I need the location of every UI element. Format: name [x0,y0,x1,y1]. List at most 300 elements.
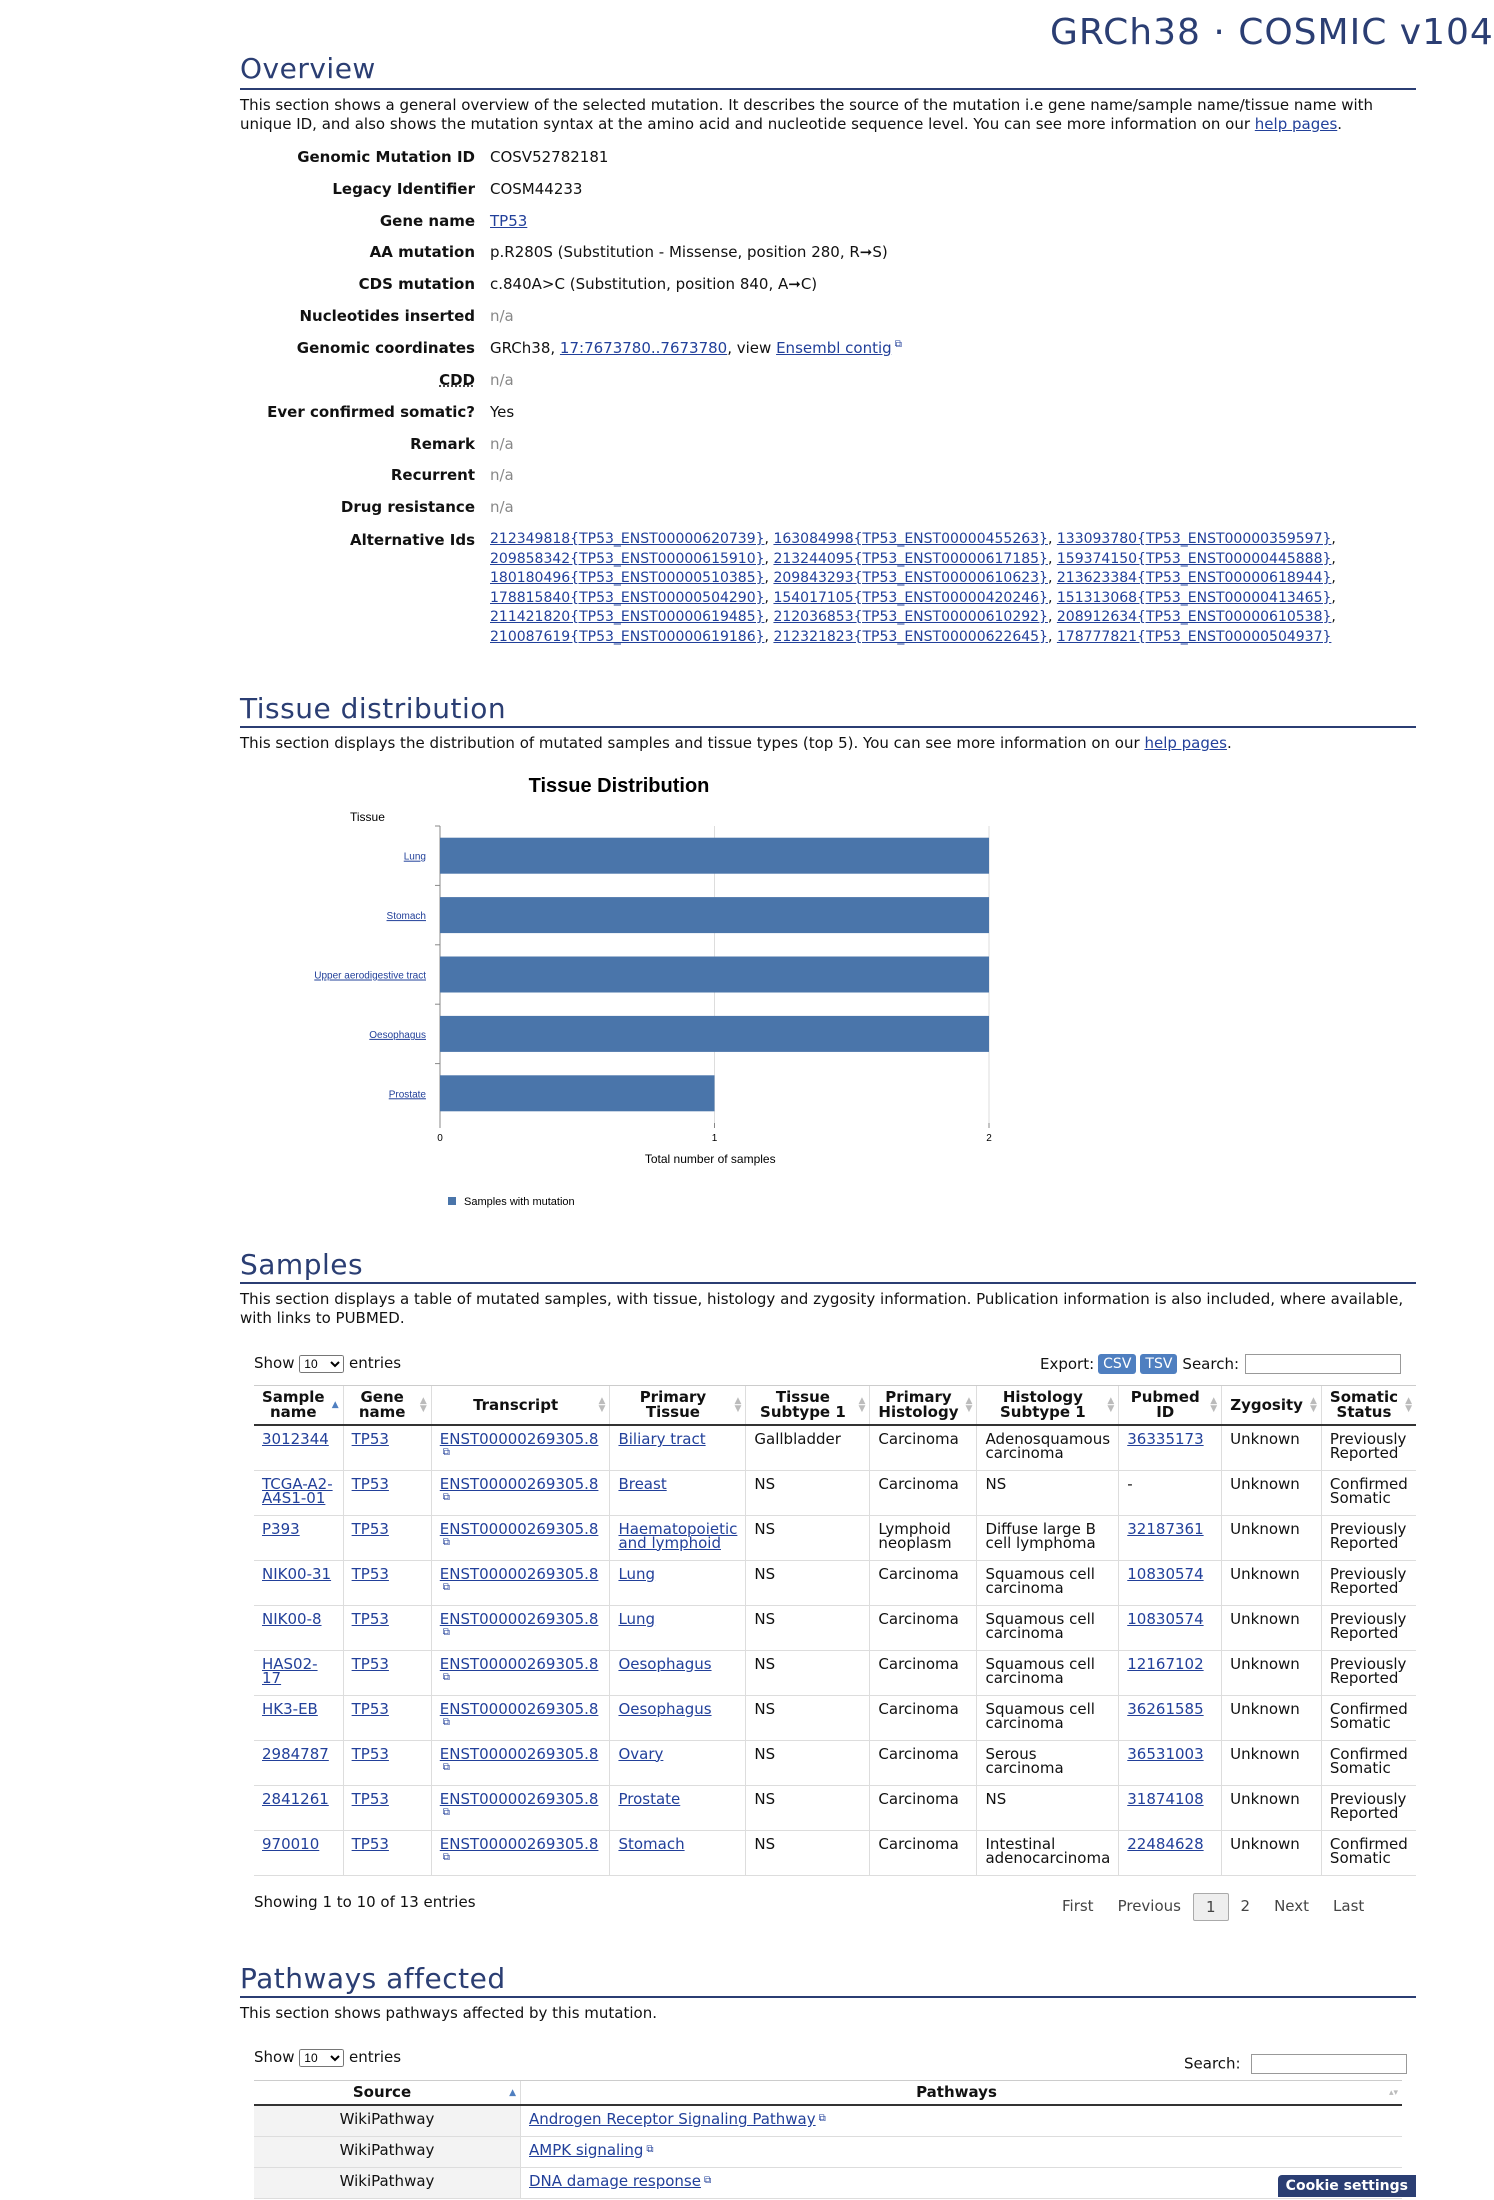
chart-category-label[interactable]: Prostate [388,1089,426,1101]
table-cell: Carcinoma [870,1650,977,1695]
table-cell: Previously Reported [1321,1425,1416,1470]
table-cell: NS [746,1695,870,1740]
table-cell: Confirmed Somatic [1321,1470,1416,1515]
table-cell [343,1425,431,1470]
table-cell [431,1740,610,1785]
table-cell: Unknown [1222,1425,1322,1470]
pathways-search-input[interactable] [1251,2054,1407,2074]
table-row [254,1425,1416,1470]
table-cell [343,1560,431,1605]
pathways-search-label: Search: [1184,2054,1241,2073]
table-cell: Previously Reported [1321,1785,1416,1830]
tissue-intro-text: This section displays the distribution of mutated samples and tissue types (top 5). You can see more information on our [240,734,1140,752]
label-cdd: CDD [439,371,475,389]
samples-col-header[interactable] [870,1386,977,1426]
alternative-ids-list: 212349818{TP53_ENST00000620739}, 163084998{TP53_ENST00000455263}, 133093780{TP53_ENST00000359597}, 209858342{TP53_ENST00000615910}, 213244095{TP53_ENST00000617185}, 159374150{TP53_ENST00000445888}, 180180496{TP53_ENST00000510385}, 209843293{TP53_ENST00000610623}, 213623384{TP53_ENST00000618944}, 178815840{TP53_ENST00000504290}, 154017105{TP53_ENST00000420246}, 151313068{TP53_ENST00000413465}, 211421820{TP53_ENST00000619485}, 212036853{TP53_ENST00000610292}, 208912634{TP53_ENST00000610538}, 210087619{TP53_ENST00000619186}, 212321823{TP53_ENST00000622645}, 178777821{TP53_ENST00000504937} [490,531,1336,645]
samples-col-label: Primary Tissue [639,1388,707,1421]
pathway-link[interactable]: AMPK signaling ⧉ [529,2141,654,2159]
alternative-id-link[interactable]: 211421820{TP53_ENST00000619485} [490,609,765,625]
pathways-table [254,2080,1402,2199]
table-cell: Previously Reported [1321,1605,1416,1650]
table-cell [254,1740,343,1785]
samples-col-header[interactable] [254,1386,343,1426]
value-cdd: n/a [490,371,514,389]
table-cell [431,1605,610,1650]
cell-link[interactable]: TP53 [351,1430,389,1448]
label-cds_mutation: CDS mutation [358,275,475,293]
pathways-rule [240,1996,1416,1998]
pathway-link[interactable]: Androgen Receptor Signaling Pathway ⧉ [529,2110,826,2128]
chart-title: Tissue Distribution [528,775,710,797]
table-cell: Unknown [1222,1560,1322,1605]
overview-intro-text: This section shows a general overview of the selected mutation. It describes the source of the mutation i.e gene name/sample name/tissue name with unique ID, and also shows the mutation syntax at the amino acid and nucleotide sequence level. You can see more information on our [240,96,1374,133]
alternative-id-link[interactable]: 154017105{TP53_ENST00000420246} [773,589,1048,606]
alternative-id-link[interactable]: 209858342{TP53_ENST00000615910} [490,550,765,567]
samples-col-header[interactable] [1119,1386,1222,1426]
alternative-id-link[interactable]: 163084998{TP53_ENST00000455263} [773,531,1048,547]
table-row [254,1470,1416,1515]
cell-link[interactable]: Breast [618,1474,667,1493]
cell-link[interactable]: TP53 [351,1474,389,1493]
sort-icon: ▲ ▼ [598,1396,606,1414]
table-cell [343,1695,431,1740]
samples-entries-select[interactable] [299,1355,344,1373]
table-cell [254,1650,343,1695]
page-button[interactable]: Next [1274,1897,1310,1915]
table-cell [431,1650,610,1695]
pathway-row [254,2136,1402,2167]
alternative-id-link[interactable]: 209843293{TP53_ENST00000610623} [773,570,1048,586]
table-cell [610,1470,746,1515]
alternative-id-link[interactable]: 159374150{TP53_ENST00000445888} [1056,550,1332,567]
table-cell: NS [977,1785,1119,1830]
cell-link[interactable]: 10830574 [1127,1564,1204,1583]
value-cds_mutation: c.840A>C (Substitution, position 840, A➞C) [490,275,818,293]
table-cell: Carcinoma [870,1740,977,1785]
pathway-link[interactable]: DNA damage response ⧉ [529,2172,711,2190]
table-cell: Adenosquamous carcinoma [977,1425,1119,1470]
samples-length-control [254,1354,401,1373]
pathway-cell [521,2167,1403,2198]
chart-bar[interactable] [440,1075,715,1111]
samples-search-input[interactable] [1245,1354,1401,1374]
chart-bar[interactable] [440,897,989,933]
transcript-link[interactable]: ENST00000269305.8 ⧉ [440,1655,599,1687]
table-cell: Lymphoid neoplasm [870,1515,977,1560]
table-cell: Carcinoma [870,1785,977,1830]
cell-link[interactable]: 3012344 [262,1430,329,1448]
sort-icon: ▲ ▼ [858,1396,866,1414]
coords-link[interactable]: 17:7673780..7673780 [559,339,728,357]
table-cell: Unknown [1222,1740,1322,1785]
chart-category-label[interactable]: Upper aerodigestive tract [314,970,426,982]
table-cell: Unknown [1222,1605,1322,1650]
table-cell [431,1470,610,1515]
tissue-title: Tissue distribution [240,692,507,725]
cell-link[interactable]: Lung [618,1609,656,1628]
table-row [254,1785,1416,1830]
value-genomic_id: COSV52782181 [490,148,609,166]
ensembl-contig-link[interactable]: Ensembl contig ⧉ [776,339,902,357]
table-cell: NS [746,1740,870,1785]
label-nuc_inserted: Nucleotides inserted [299,307,475,325]
cell-link[interactable]: Haematopoietic and lymphoid [618,1519,738,1552]
cell-link[interactable]: TP53 [351,1519,389,1538]
pathway-source: WikiPathway [254,2167,521,2198]
tissue-intro: This section displays the distribution of mutated samples and tissue types (top 5). You can see more information on our help pages. [240,734,1232,752]
label-drug_resistance: Drug resistance [340,498,475,516]
sort-asc-icon: ▲ [331,1400,339,1410]
pathways-entries-select[interactable] [299,2049,344,2067]
cell-link[interactable]: HAS02-17 [262,1654,318,1687]
samples-col-header[interactable] [977,1386,1119,1426]
alternative-id-link[interactable]: 178777821{TP53_ENST00000504937} [1056,628,1332,645]
samples-col-header[interactable] [610,1386,746,1426]
table-row [254,1830,1416,1875]
cell-link[interactable]: 12167102 [1127,1654,1204,1673]
value-confirmed: Yes [490,403,515,421]
cell-link[interactable]: 22484628 [1127,1834,1204,1853]
cell-link[interactable]: TP53 [351,1744,389,1763]
table-cell [254,1785,343,1830]
gene-name-link[interactable]: TP53 [490,212,528,230]
transcript-link[interactable]: ENST00000269305.8 ⧉ [440,1565,599,1597]
table-cell: NS [746,1650,870,1695]
table-cell: Squamous cell carcinoma [977,1650,1119,1695]
pathways-search [1184,2054,1407,2074]
samples-intro: This section displays a table of mutated samples, with tissue, histology and zygosity information. Publication information is also included, where available, with links to PUBMED. [240,1290,1404,1327]
transcript-link[interactable]: ENST00000269305.8 ⧉ [440,1610,599,1642]
table-row [254,1560,1416,1605]
samples-col-label: Tissue Subtype 1 [760,1388,846,1421]
table-cell [343,1785,431,1830]
samples-col-label: Sample name [262,1388,325,1421]
table-cell [1119,1515,1222,1560]
alternative-id-link[interactable]: 212321823{TP53_ENST00000622645} [773,628,1048,645]
table-cell [1119,1740,1222,1785]
table-row [254,1740,1416,1785]
pathway-cell [521,2136,1403,2167]
samples-table [254,1385,1416,1876]
pathways-col-label: Pathways [916,2083,997,2101]
cell-link[interactable]: TP53 [351,1834,389,1853]
alternative-id-link[interactable]: 208912634{TP53_ENST00000610538} [1056,609,1332,625]
tsv-button[interactable]: TSV [1140,1354,1177,1374]
samples-col-header[interactable] [746,1386,870,1426]
cell-link[interactable]: 10830574 [1127,1609,1204,1628]
value-genomic_coords [490,339,902,357]
cell-link[interactable]: Stomach [618,1834,685,1853]
chart-y-label: Tissue [350,810,385,824]
pathways-show-label: Show [254,2048,295,2066]
cell-link[interactable]: Lung [618,1564,656,1583]
cell-link[interactable]: P393 [262,1519,300,1538]
cell-link[interactable]: Prostate [618,1789,681,1808]
table-cell [610,1785,746,1830]
alternative-id-link[interactable]: 210087619{TP53_ENST00000619186} [490,628,765,645]
cell-link[interactable]: HK3-EB [262,1699,318,1718]
sort-icon: ▲ ▼ [1210,1396,1218,1414]
cell-link[interactable]: NIK00-31 [262,1564,332,1583]
cell-link[interactable]: 36531003 [1127,1744,1204,1763]
table-cell [1119,1605,1222,1650]
samples-pagination [1050,1893,1376,1921]
samples-title: Samples [240,1248,364,1281]
table-cell: Unknown [1222,1695,1322,1740]
table-cell [431,1830,610,1875]
sort-icon: ▲ ▼ [965,1396,973,1414]
cell-link[interactable]: 31874108 [1127,1789,1204,1808]
cell-link[interactable]: 2984787 [262,1744,329,1763]
table-row [254,1695,1416,1740]
sort-asc-icon: ▲ [509,2087,516,2098]
entries-label: entries [349,1354,402,1372]
overview-title: Overview [240,52,376,85]
cell-link[interactable]: 32187361 [1127,1519,1204,1538]
label-alt_ids: Alternative Ids [349,531,475,549]
alternative-id-link[interactable]: 212349818{TP53_ENST00000620739} [490,531,765,547]
build-version: GRCh38 · COSMIC v104 [1050,12,1494,53]
table-cell: NS [746,1515,870,1560]
table-cell: Carcinoma [870,1695,977,1740]
samples-col-label: Histology Subtype 1 [999,1388,1086,1421]
table-cell [254,1560,343,1605]
cell-link[interactable]: TP53 [351,1699,389,1718]
table-cell [343,1740,431,1785]
table-cell: Unknown [1222,1785,1322,1830]
table-cell: NS [746,1605,870,1650]
pathway-row [254,2105,1402,2136]
cell-link[interactable]: TP53 [351,1789,389,1808]
cell-link[interactable]: 2841261 [262,1789,329,1808]
alternative-id-link[interactable]: 213244095{TP53_ENST00000617185} [773,550,1048,567]
table-cell [254,1695,343,1740]
table-cell: Confirmed Somatic [1321,1830,1416,1875]
table-cell [610,1560,746,1605]
table-cell: Carcinoma [870,1605,977,1650]
table-row [254,1605,1416,1650]
pathway-cell [521,2105,1403,2136]
alternative-id-link[interactable]: 133093780{TP53_ENST00000359597} [1056,531,1332,547]
table-cell [343,1515,431,1560]
cell-link[interactable]: 970010 [262,1834,320,1853]
table-cell [610,1695,746,1740]
cell-link[interactable]: 36335173 [1127,1430,1204,1448]
page-button[interactable]: 1 [1193,1893,1229,1921]
table-cell: NS [977,1470,1119,1515]
samples-export-search [1040,1354,1401,1374]
transcript-link[interactable]: ENST00000269305.8 ⧉ [440,1700,599,1732]
legend-swatch [448,1197,456,1205]
view-text: , view [727,339,772,357]
table-cell [343,1470,431,1515]
page-button[interactable]: 2 [1240,1897,1251,1915]
samples-col-header[interactable] [343,1386,431,1426]
cell-link[interactable]: NIK00-8 [262,1609,322,1628]
table-cell [1119,1425,1222,1470]
value-legacy_id: COSM44233 [490,180,583,198]
overview-rule [240,88,1416,90]
sort-icon: ▴▾ [1388,2087,1398,2098]
table-cell: Carcinoma [870,1560,977,1605]
table-cell [343,1650,431,1695]
overview-intro: This section shows a general overview of the selected mutation. It describes the source of the mutation i.e gene name/sample name/tissue name with unique ID, and also shows the mutation syntax at the amino acid and nucleotide sequence level. You can see more information on our help pages. [240,96,1374,133]
export-label: Export: [1040,1355,1095,1373]
page-button[interactable]: Last [1333,1897,1365,1915]
transcript-link[interactable]: ENST00000269305.8 ⧉ [440,1520,599,1552]
cell-link[interactable]: 36261585 [1127,1699,1204,1718]
chart-x-tick-label: 1 [711,1133,718,1144]
cell-link[interactable]: TCGA-A2-A4S1-01 [262,1474,333,1507]
samples-col-label: Somatic Status [1329,1388,1398,1421]
table-cell: Squamous cell carcinoma [977,1695,1119,1740]
cell-link[interactable]: TP53 [351,1564,389,1583]
alternative-id-link[interactable]: 213623384{TP53_ENST00000618944} [1056,570,1332,586]
label-genomic_coords: Genomic coordinates [296,339,475,357]
table-cell [254,1515,343,1560]
sort-icon: ▲ ▼ [1107,1396,1115,1414]
chart-x-tick-label: 2 [986,1133,992,1144]
table-cell: Confirmed Somatic [1321,1740,1416,1785]
table-row [254,1650,1416,1695]
pathway-row [254,2167,1402,2198]
samples-rule [240,1282,1416,1284]
samples-info: Showing 1 to 10 of 13 entries [254,1893,476,1911]
pathways-intro: This section shows pathways affected by this mutation. [240,2004,657,2022]
transcript-link[interactable]: ENST00000269305.8 ⧉ [440,1790,599,1822]
overview-help-link[interactable]: help pages [1254,115,1338,133]
coords-prefix: GRCh38, [490,339,556,357]
chart-bar[interactable] [440,838,989,874]
table-cell: NS [746,1785,870,1830]
table-cell [610,1515,746,1560]
samples-col-label: Gene name [358,1388,406,1421]
table-cell [1119,1830,1222,1875]
value-aa_mutation: p.R280S (Substitution - Missense, position 280, R➞S) [490,243,888,261]
samples-col-label: Pubmed ID [1130,1388,1200,1421]
cell-link[interactable]: TP53 [351,1654,389,1673]
table-cell: Previously Reported [1321,1650,1416,1695]
table-cell [254,1605,343,1650]
transcript-link[interactable]: ENST00000269305.8 ⧉ [440,1835,599,1867]
search-label: Search: [1182,1355,1240,1373]
legend-label: Samples with mutation [464,1196,575,1208]
chart-category-label[interactable]: Lung [403,851,426,863]
alternative-id-link[interactable]: 212036853{TP53_ENST00000610292} [773,609,1048,625]
label-confirmed: Ever confirmed somatic? [267,403,475,421]
chart-category-label[interactable]: Stomach [386,911,426,923]
table-cell: Carcinoma [870,1470,977,1515]
table-cell [610,1740,746,1785]
sort-icon: ▲ ▼ [1405,1396,1412,1414]
value-gene_name [490,212,527,230]
pathways-col-header[interactable] [254,2081,521,2106]
table-cell: Squamous cell carcinoma [977,1605,1119,1650]
table-cell [610,1605,746,1650]
table-cell [1119,1785,1222,1830]
page-button[interactable]: First [1062,1897,1094,1915]
table-cell: Unknown [1222,1830,1322,1875]
transcript-link[interactable]: ENST00000269305.8 ⧉ [440,1475,599,1507]
pathway-source: WikiPathway [254,2105,521,2136]
table-cell: NS [746,1560,870,1605]
table-cell: NS [746,1470,870,1515]
table-cell: Carcinoma [870,1425,977,1470]
transcript-link[interactable]: ENST00000269305.8 ⧉ [440,1430,599,1462]
label-genomic_id: Genomic Mutation ID [297,148,475,166]
samples-col-label: Transcript [473,1395,559,1414]
sort-icon: ▲ ▼ [1310,1396,1317,1414]
table-cell: Unknown [1222,1650,1322,1695]
chart-bar[interactable] [440,957,989,993]
table-cell [343,1605,431,1650]
table-cell [254,1470,343,1515]
samples-col-header[interactable] [1222,1386,1322,1426]
value-remark: n/a [490,435,514,453]
csv-button[interactable]: CSV [1098,1354,1136,1374]
cell-link[interactable]: Oesophagus [618,1654,712,1673]
cell-link[interactable]: Biliary tract [618,1430,706,1448]
tissue-chart-svg [260,760,1020,1220]
table-cell [1119,1695,1222,1740]
table-cell [254,1830,343,1875]
table-cell: Squamous cell carcinoma [977,1560,1119,1605]
table-cell [431,1515,610,1560]
pathways-length-control [254,2048,401,2067]
chart-bar[interactable] [440,1016,989,1052]
sort-icon: ▲ ▼ [734,1396,742,1414]
table-cell: Gallbladder [746,1425,870,1470]
table-cell [1119,1650,1222,1695]
tissue-help-link[interactable]: help pages [1144,734,1227,752]
value-recurrent: n/a [490,466,514,484]
alternative-id-link[interactable]: 151313068{TP53_ENST00000413465} [1056,589,1332,606]
tissue-chart [260,760,1020,1220]
transcript-link[interactable]: ENST00000269305.8 ⧉ [440,1745,599,1777]
table-cell [431,1560,610,1605]
pathways-col-label: Source [352,2083,412,2101]
pathway-source: WikiPathway [254,2136,521,2167]
label-remark: Remark [410,435,475,453]
label-recurrent: Recurrent [390,466,475,484]
samples-col-header[interactable] [1321,1386,1416,1426]
alternative-id-link[interactable]: 180180496{TP53_ENST00000510385} [490,570,765,586]
cookie-settings-button[interactable]: Cookie settings [1278,2175,1416,2197]
cell-link[interactable]: Ovary [618,1744,664,1763]
table-cell: Unknown [1222,1515,1322,1560]
page-button[interactable]: Previous [1117,1897,1181,1915]
chart-x-label: Total number of samples [644,1152,776,1166]
table-cell: Previously Reported [1321,1515,1416,1560]
cell-link[interactable]: Oesophagus [618,1699,712,1718]
pathways-col-header[interactable] [521,2081,1403,2106]
show-label: Show [254,1354,295,1372]
label-aa_mutation: AA mutation [369,243,475,261]
value-nuc_inserted: n/a [490,307,514,325]
value-drug_resistance: n/a [490,498,514,516]
alternative-id-link[interactable]: 178815840{TP53_ENST00000504290} [490,589,765,606]
table-cell [610,1830,746,1875]
samples-col-header[interactable] [431,1386,610,1426]
table-cell [431,1785,610,1830]
table-cell [343,1830,431,1875]
chart-category-label[interactable]: Oesophagus [369,1029,426,1041]
table-cell [431,1695,610,1740]
table-cell: Previously Reported [1321,1560,1416,1605]
cell-link[interactable]: TP53 [351,1609,389,1628]
sort-icon: ▲ ▼ [419,1396,427,1414]
label-legacy_id: Legacy Identifier [332,180,475,198]
